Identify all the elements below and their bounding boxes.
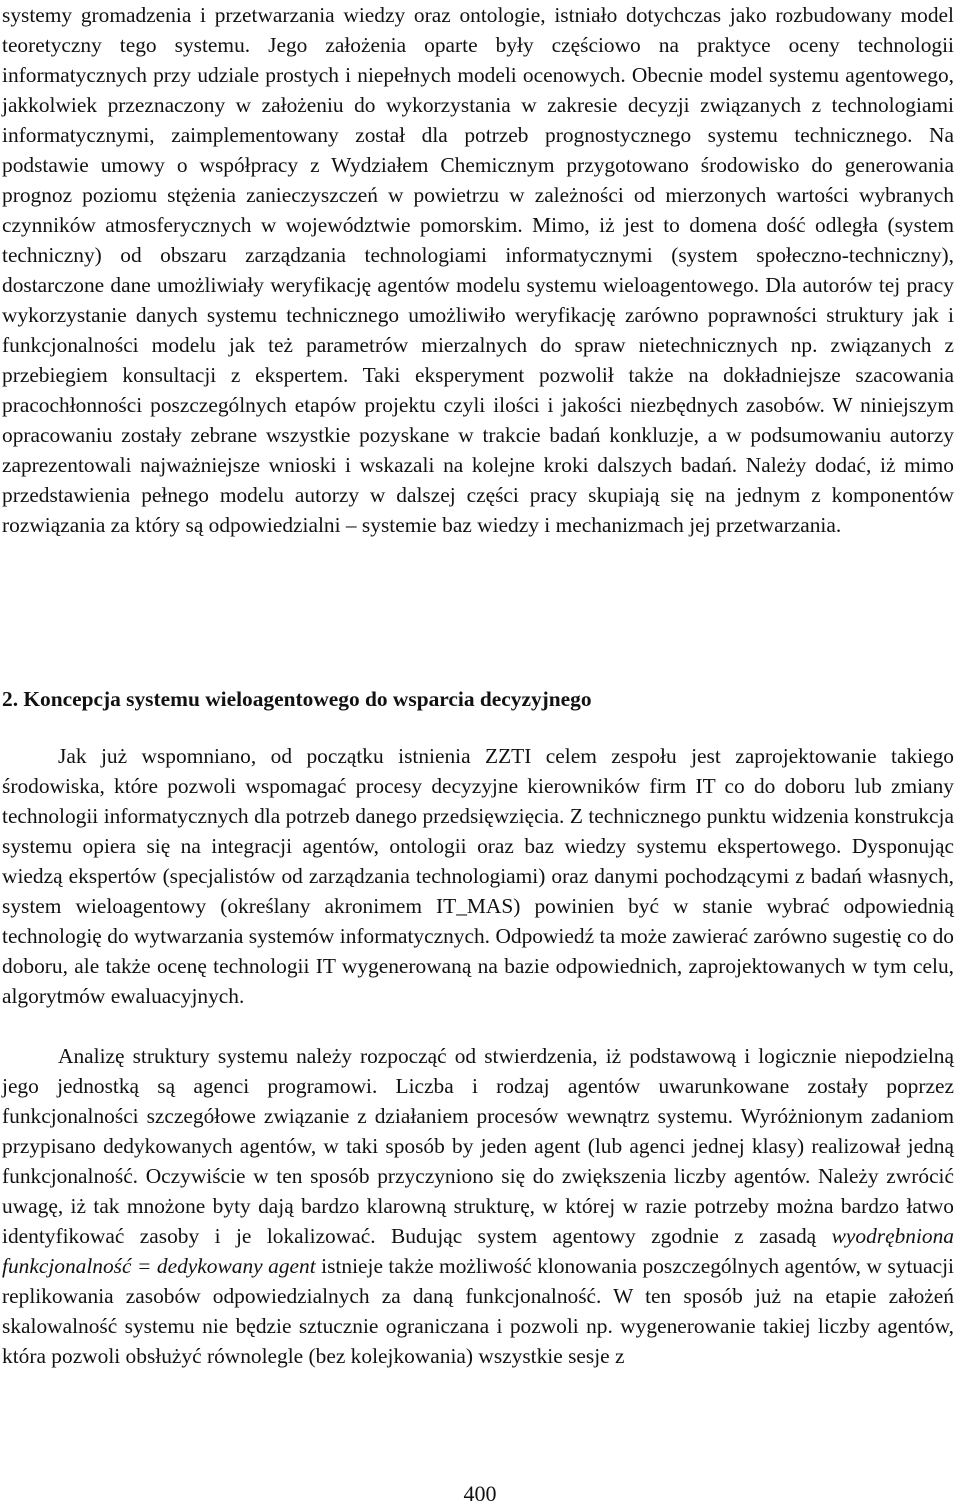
paragraph-3-text-start: Analizę struktury systemu należy rozpocząć od stwierdzenia, iż podstawową i logicznie niepodzielną jego jednostką są agenci programowi. Liczba i rodzaj agentów uwarunkowane zostały poprzez funkcjonalności szczegółowe związanie z działaniem procesów wewnątrz systemu. Wyróżnionym zadaniom przypisano dedykowanych agentów, w taki sposób by jeden agent (lub agenci jednej klasy) realizował jedną funkcjonalność. Oczywiście w ten sposób przyczyniono się do zwiększenia liczby agentów. Należy zwrócić uwagę, iż tak mnożone byty dają bardzo klarowną strukturę, w której w razie potrzeby można bardzo łatwo identyfikować zasoby i je lokalizować. Budując system agentowy zgodnie z zasadą — [2, 1044, 954, 1248]
section-heading: 2. Koncepcja systemu wieloagentowego do wsparcia decyzyjnego — [2, 687, 592, 711]
page-number: 400 — [463, 1481, 497, 1506]
paragraph-3-italic-principle: wyodrębniona funkcjonalność = dedykowany agent — [2, 1224, 954, 1278]
body-paragraph-1: systemy gromadzenia i przetwarzania wiedzy oraz ontologie, istniało dotychczas jako rozbudowany model teoretyczny tego systemu. Jego założenia oparte były częściowo na praktyce oceny technologii informatycznych przy udziale prostych i niepełnych modeli ocenowych. Obecnie model systemu agentowego, jakkolwiek przeznaczony w założeniu do wykorzystania w zakresie decyzji związanych z technologiami informatycznymi, zaimplementowany został dla potrzeb prognostycznego systemu technicznego. Na podstawie umowy o współpracy z Wydziałem Chemicznym przygotowano środowisko do generowania prognoz poziomu stężenia zanieczyszczeń w powietrzu w zależności od mierzonych wartości wybranych czynników atmosferycznych w województwie pomorskim. Mimo, iż jest to domena dość odległa (system techniczny) od obszaru zarządzania technologiami informatycznymi (system społeczno-techniczny), dostarczone dane umożliwiały weryfikację agentów modelu systemu wieloagentowego. Dla autorów tej pracy wykorzystanie danych systemu technicznego umożliwiło weryfikację zarówno poprawności struktury jak i funkcjonalności modelu jak też parametrów mierzalnych do spraw nietechnicznych np. związanych z przebiegiem konsultacji z ekspertem. Taki eksperyment pozwolił także na dokładniejsze szacowania pracochłonności poszczególnych etapów projektu czyli ilości i jakości niezbędnych zasobów. W niniejszym opracowaniu zostały zebrane wszystkie pozyskane w trakcie badań konkluzje, a w podsumowaniu autorzy zaprezentowali najważniejsze wnioski i wskazali na kolejne kroki dalszych badań. Należy dodać, iż mimo przedstawienia pełnego modelu autorzy w dalszej części pracy skupiają się na jednym z komponentów rozwiązania za który są odpowiedzialni – systemie baz wiedzy i mechanizmach jej przetwarzania. — [2, 3, 954, 537]
paragraph-3-text-end: istnieje także możliwość klonowania poszczególnych agentów, w sytuacji replikowania zasobów odpowiedzialnych za daną funkcjonalność. W ten sposób już na etapie założeń skalowalność systemu nie będzie sztucznie ograniczana i pozwoli np. wygenerowanie takiej liczby agentów, która pozwoli obsłużyć równolegle (bez kolejkowania) wszystkie sesje z — [2, 1254, 954, 1368]
body-paragraph-3 — [2, 1041, 954, 1371]
body-paragraph-2: Jak już wspomniano, od początku istnienia ZZTI celem zespołu jest zaprojektowanie takiego środowiska, które pozwoli wspomagać procesy decyzyjne kierowników firm IT co do doboru lub zmiany technologii informatycznych dla potrzeb danego przedsięwzięcia. Z technicznego punktu widzenia konstrukcja systemu opiera się na integracji agentów, ontologii oraz baz wiedzy systemu ekspertowego. Dysponując wiedzą ekspertów (specjalistów od zarządzania technologiami) oraz danymi pochodzącymi z badań własnych, system wieloagentowy (określany akronimem IT_MAS) powinien być w stanie wybrać odpowiednią technologię do wytwarzania systemów informatycznych. Odpowiedź ta może zawierać zarówno sugestię co do doboru, ale także ocenę technologii IT wygenerowaną na bazie odpowiednich, zaprojektowanych w tym celu, algorytmów ewaluacyjnych. — [2, 744, 954, 1008]
